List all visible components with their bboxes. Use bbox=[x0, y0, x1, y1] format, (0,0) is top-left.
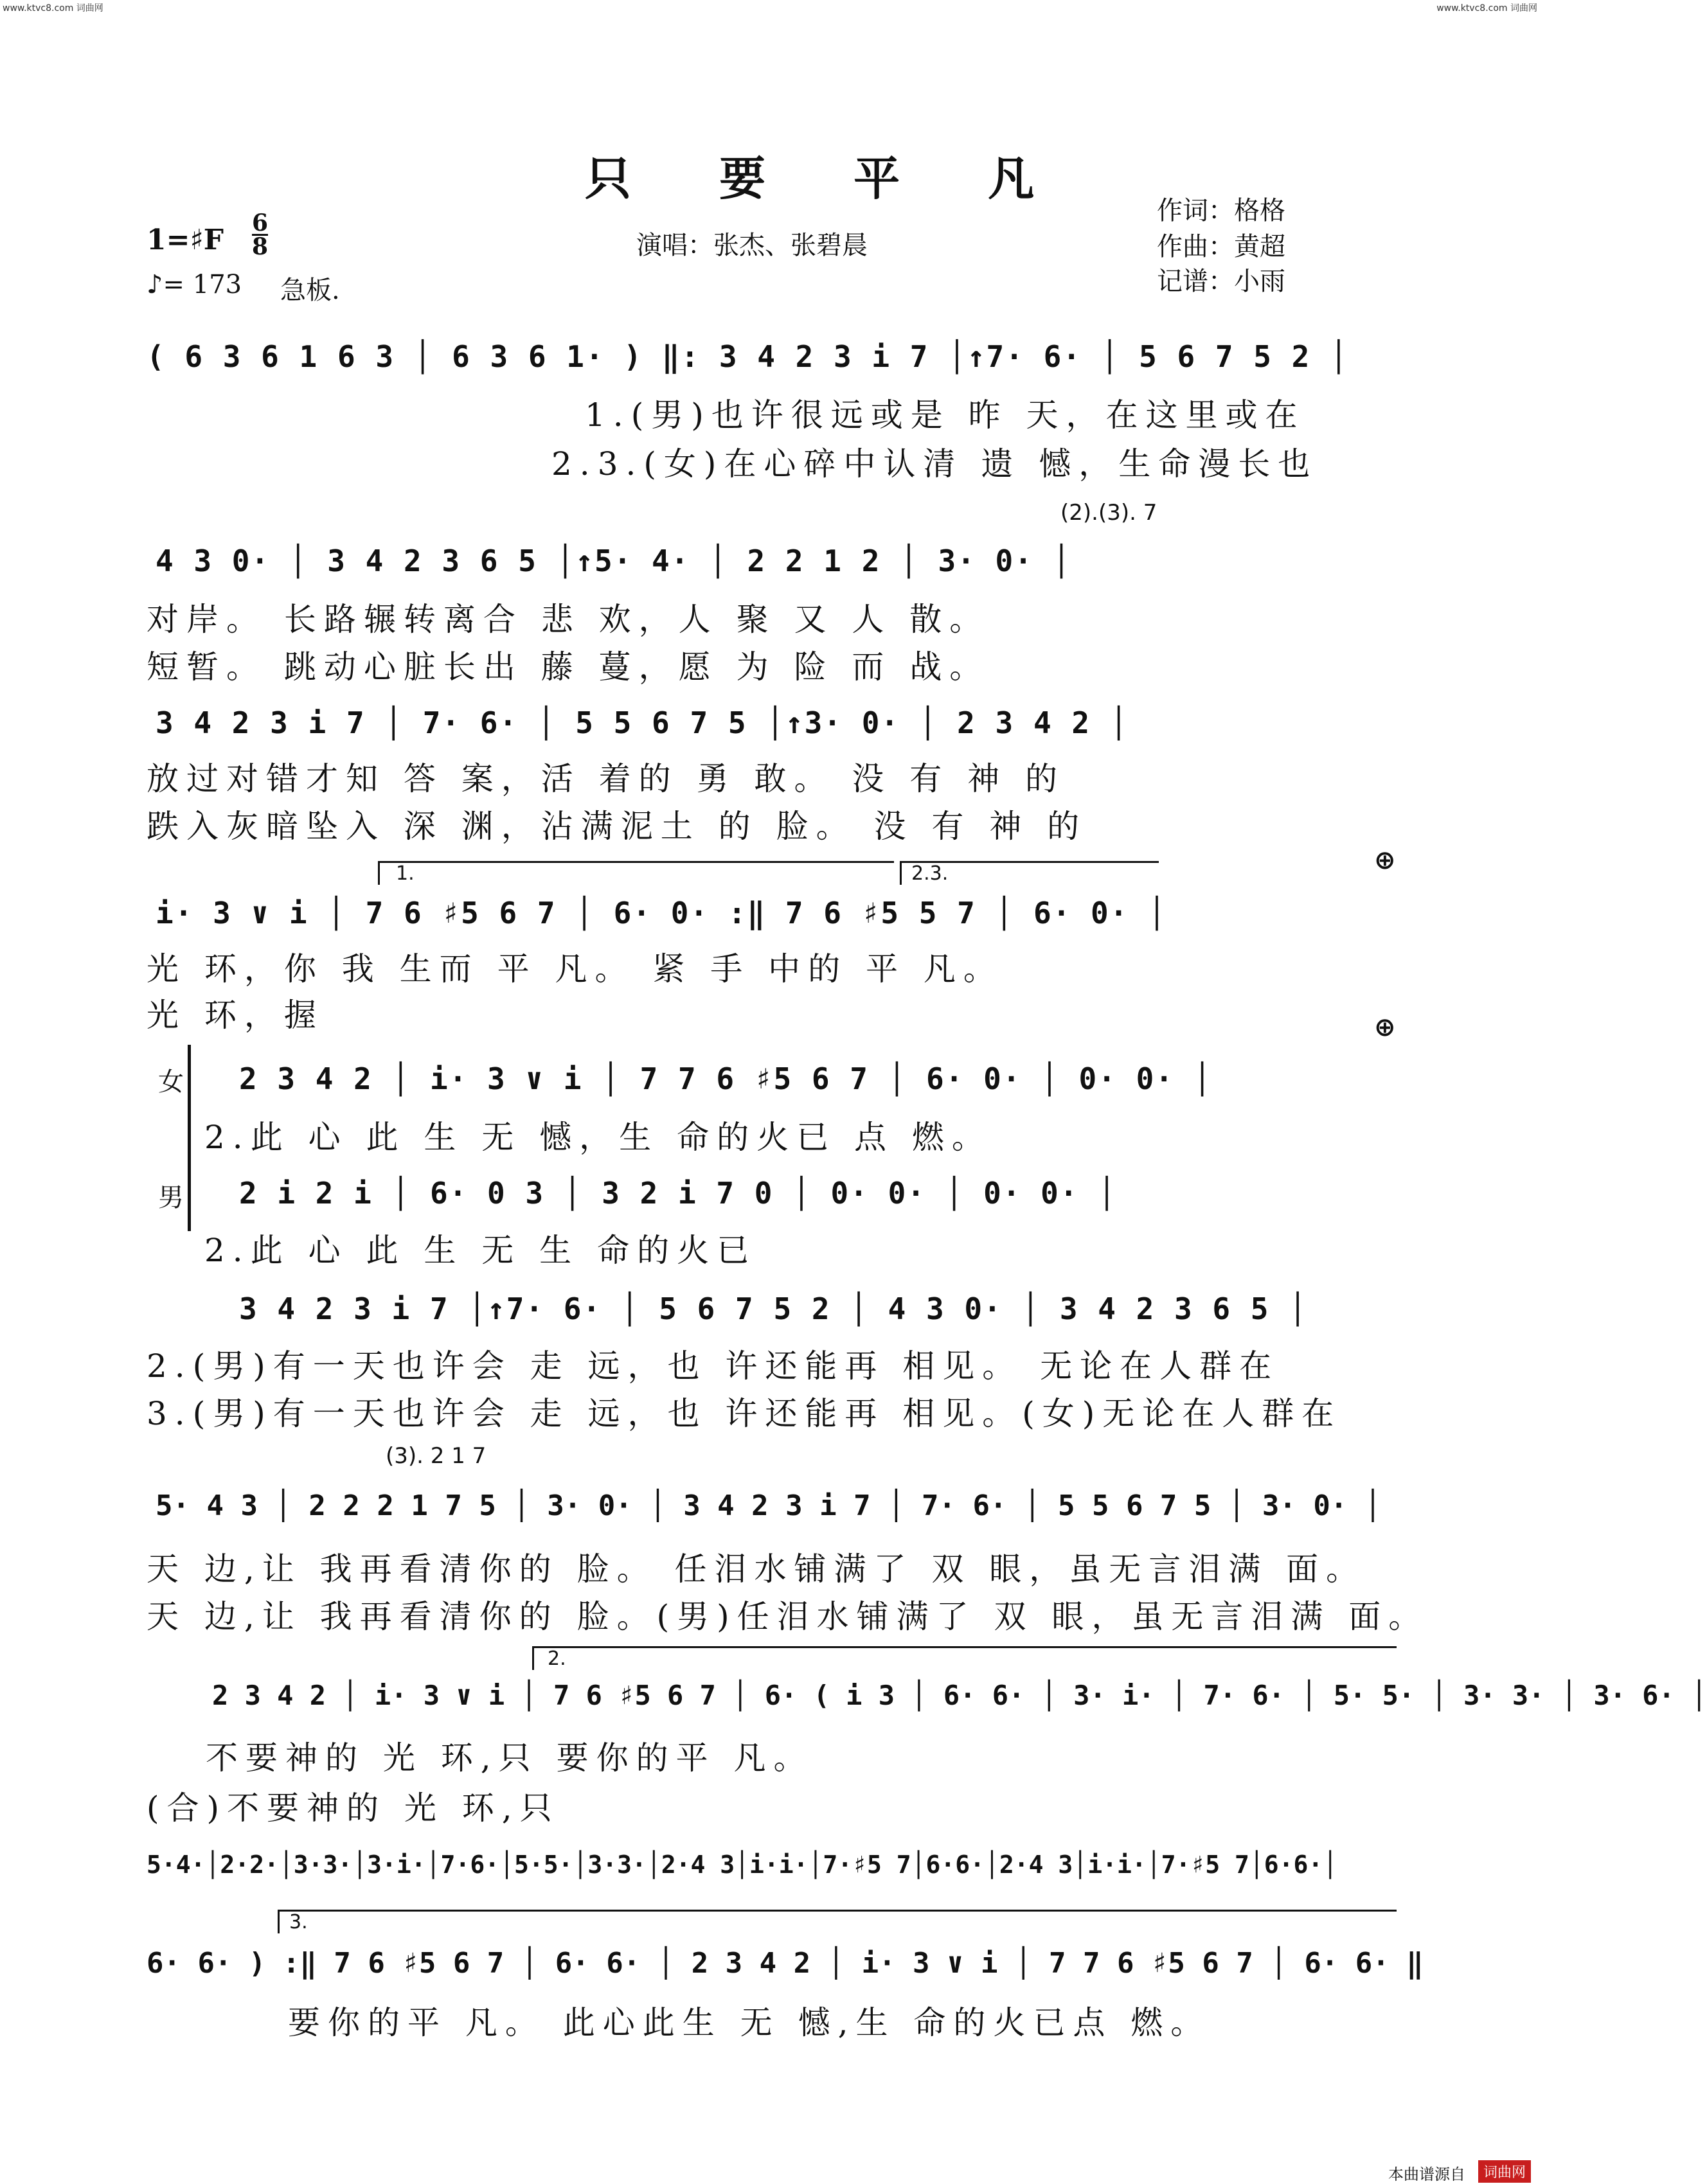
tempo: ♪= 173 bbox=[147, 270, 242, 299]
lyric-row-5-female: 2.此 心 此 生 无 憾，生 命的火已 点 燃。 bbox=[204, 1119, 992, 1156]
notation-row-1: ( 6 3 6 1 6 3 │ 6 3 6 1· ) ‖: 3 4 2 3 i 7 │↑7· 6· │ 5 6 7 5 2 │ bbox=[147, 339, 1349, 374]
volta-2-label: 2.3. bbox=[911, 862, 949, 885]
key-signature: 1=♯F bbox=[147, 224, 224, 256]
composer: 作曲：黄超 bbox=[1157, 232, 1285, 262]
song-title: 只 要 平 凡 bbox=[585, 151, 1071, 206]
lyric-row-8-verse-1: 不要神的 光 环,只 要你的平 凡。 bbox=[206, 1739, 814, 1777]
notation-row-6: 3 4 2 3 i 7 │↑7· 6· │ 5 6 7 5 2 │ 4 3 0· │ 3 4 2 3 6 5 │ bbox=[239, 1292, 1308, 1326]
lyricist: 作词：格格 bbox=[1157, 196, 1285, 226]
header-url-right[interactable]: www.ktvc8.com 词曲网 bbox=[1436, 3, 1537, 13]
volta-row-10-label: 3. bbox=[289, 1911, 308, 1933]
volta-bracket-1 bbox=[378, 861, 894, 885]
male-label: 男 bbox=[158, 1183, 184, 1212]
coda-sign-1: ⊕ bbox=[1374, 846, 1396, 875]
notation-row-2: 4 3 0· │ 3 4 2 3 6 5 │↑5· 4· │ 2 2 1 2 │ 3· 0· │ bbox=[156, 544, 1072, 578]
footer-source-text: 本曲谱源自 bbox=[1388, 2165, 1465, 2183]
volta-row-8-label: 2. bbox=[548, 1647, 566, 1670]
lyric-row-5-male: 2.此 心 此 生 无 生 命的火已 bbox=[204, 1232, 757, 1269]
notation-row-5-male: 2 i 2 i │ 6· 0 3 │ 3 2 i 7 0 │ 0· 0· │ 0· 0· │ bbox=[239, 1176, 1117, 1211]
row-2-alt-marker: (2).(3). 7 bbox=[1060, 500, 1157, 526]
duet-bracket bbox=[188, 1045, 191, 1231]
lyric-row-10: 要你的平 凡。 此心此生 无 憾,生 命的火已点 燃。 bbox=[288, 2004, 1211, 2041]
lyric-row-7-verse-2: 天 边,让 我再看清你的 脸。(男)任泪水铺满了 双 眼，虽无言泪满 面。 bbox=[147, 1598, 1429, 1635]
notation-row-9: 5·4·│2·2·│3·3·│3·i·│7·6·│5·5·│3·3·│2·4 3│i·i·│7·♯5 7│6·6·│2·4 3│i·i·│7·♯5 7│6·6·│ bbox=[147, 1851, 1338, 1879]
lyric-row-1-verse-1: 1.(男)也许很远或是 昨 天，在这里或在 bbox=[585, 396, 1305, 434]
lyric-row-2-verse-1: 对岸。 长路辗转离合 悲 欢，人 聚 又 人 散。 bbox=[147, 601, 990, 638]
coda-sign-2: ⊕ bbox=[1374, 1013, 1396, 1042]
singers: 演唱：张杰、张碧晨 bbox=[636, 231, 868, 260]
lyric-row-3-verse-1: 放过对错才知 答 案，活 着的 勇 敢。 没 有 神 的 bbox=[147, 760, 1066, 797]
row-7-alt-marker: (3). 2 1 7 bbox=[386, 1443, 487, 1469]
time-signature: 6 8 bbox=[252, 209, 269, 260]
notation-row-4: i· 3 ∨ i │ 7 6 ♯5 6 7 │ 6· 0· :‖ 7 6 ♯5 5 7 │ 6· 0· │ bbox=[156, 896, 1167, 930]
lyric-row-1-verse-2: 2.3.(女)在心碎中认清 遗 憾，生命漫长也 bbox=[551, 445, 1318, 483]
notation-row-3: 3 4 2 3 i 7 │ 7· 6· │ 5 5 6 7 5 │↑3· 0· │ 2 3 4 2 │ bbox=[156, 706, 1129, 740]
lyric-row-3-verse-2: 跌入灰暗坠入 深 渊，沾满泥土 的 脸。 没 有 神 的 bbox=[147, 808, 1087, 845]
volta-bracket-row-10 bbox=[278, 1910, 1397, 1933]
lyric-row-8-verse-2: (合)不要神的 光 环,只 bbox=[147, 1789, 560, 1827]
notation-row-7: 5· 4 3 │ 2 2 2 1 7 5 │ 3· 0· │ 3 4 2 3 i 7 │ 7· 6· │ 5 5 6 7 5 │ 3· 0· │ bbox=[156, 1489, 1382, 1522]
tempo-word: 急板. bbox=[280, 276, 340, 305]
volta-bracket-row-8 bbox=[532, 1646, 1397, 1670]
lyric-row-6-verse-2: 3.(男)有一天也许会 走 远，也 许还能再 相见。(女)无论在人群在 bbox=[147, 1395, 1342, 1432]
footer-site-badge[interactable]: 词曲网 bbox=[1478, 2160, 1531, 2183]
lyric-row-7-verse-1: 天 边,让 我再看清你的 脸。 任泪水铺满了 双 眼，虽无言泪满 面。 bbox=[147, 1550, 1366, 1588]
female-label: 女 bbox=[158, 1067, 184, 1097]
lyric-row-2-verse-2: 短暂。 跳动心脏长出 藤 蔓，愿 为 险 而 战。 bbox=[147, 648, 990, 686]
notation-row-5-female: 2 3 4 2 │ i· 3 ∨ i │ 7 7 6 ♯5 6 7 │ 6· 0· │ 0· 0· │ bbox=[239, 1061, 1213, 1096]
lyric-row-4-verse-2: 光 环，握 bbox=[147, 997, 324, 1034]
lyric-row-6-verse-1: 2.(男)有一天也许会 走 远，也 许还能再 相见。 无论在人群在 bbox=[147, 1347, 1280, 1385]
header-url-left[interactable]: www.ktvc8.com 词曲网 bbox=[3, 3, 103, 13]
volta-1-label: 1. bbox=[396, 862, 415, 885]
transcriber: 记谱：小雨 bbox=[1157, 267, 1285, 296]
notation-row-8: 2 3 4 2 │ i· 3 ∨ i │ 7 6 ♯5 6 7 │ 6· ( i 3 │ 6· 6· │ 3· i· │ 7· 6· │ 5· 5· │ 3· 3· │ 3· 6· │ bbox=[212, 1680, 1707, 1711]
notation-row-10: 6· 6· ) :‖ 7 6 ♯5 6 7 │ 6· 6· │ 2 3 4 2 │ i· 3 ∨ i │ 7 7 6 ♯5 6 7 │ 6· 6· ‖ bbox=[147, 1947, 1424, 1980]
lyric-row-4-verse-1: 光 环，你 我 生而 平 凡。 紧 手 中的 平 凡。 bbox=[147, 950, 1003, 988]
